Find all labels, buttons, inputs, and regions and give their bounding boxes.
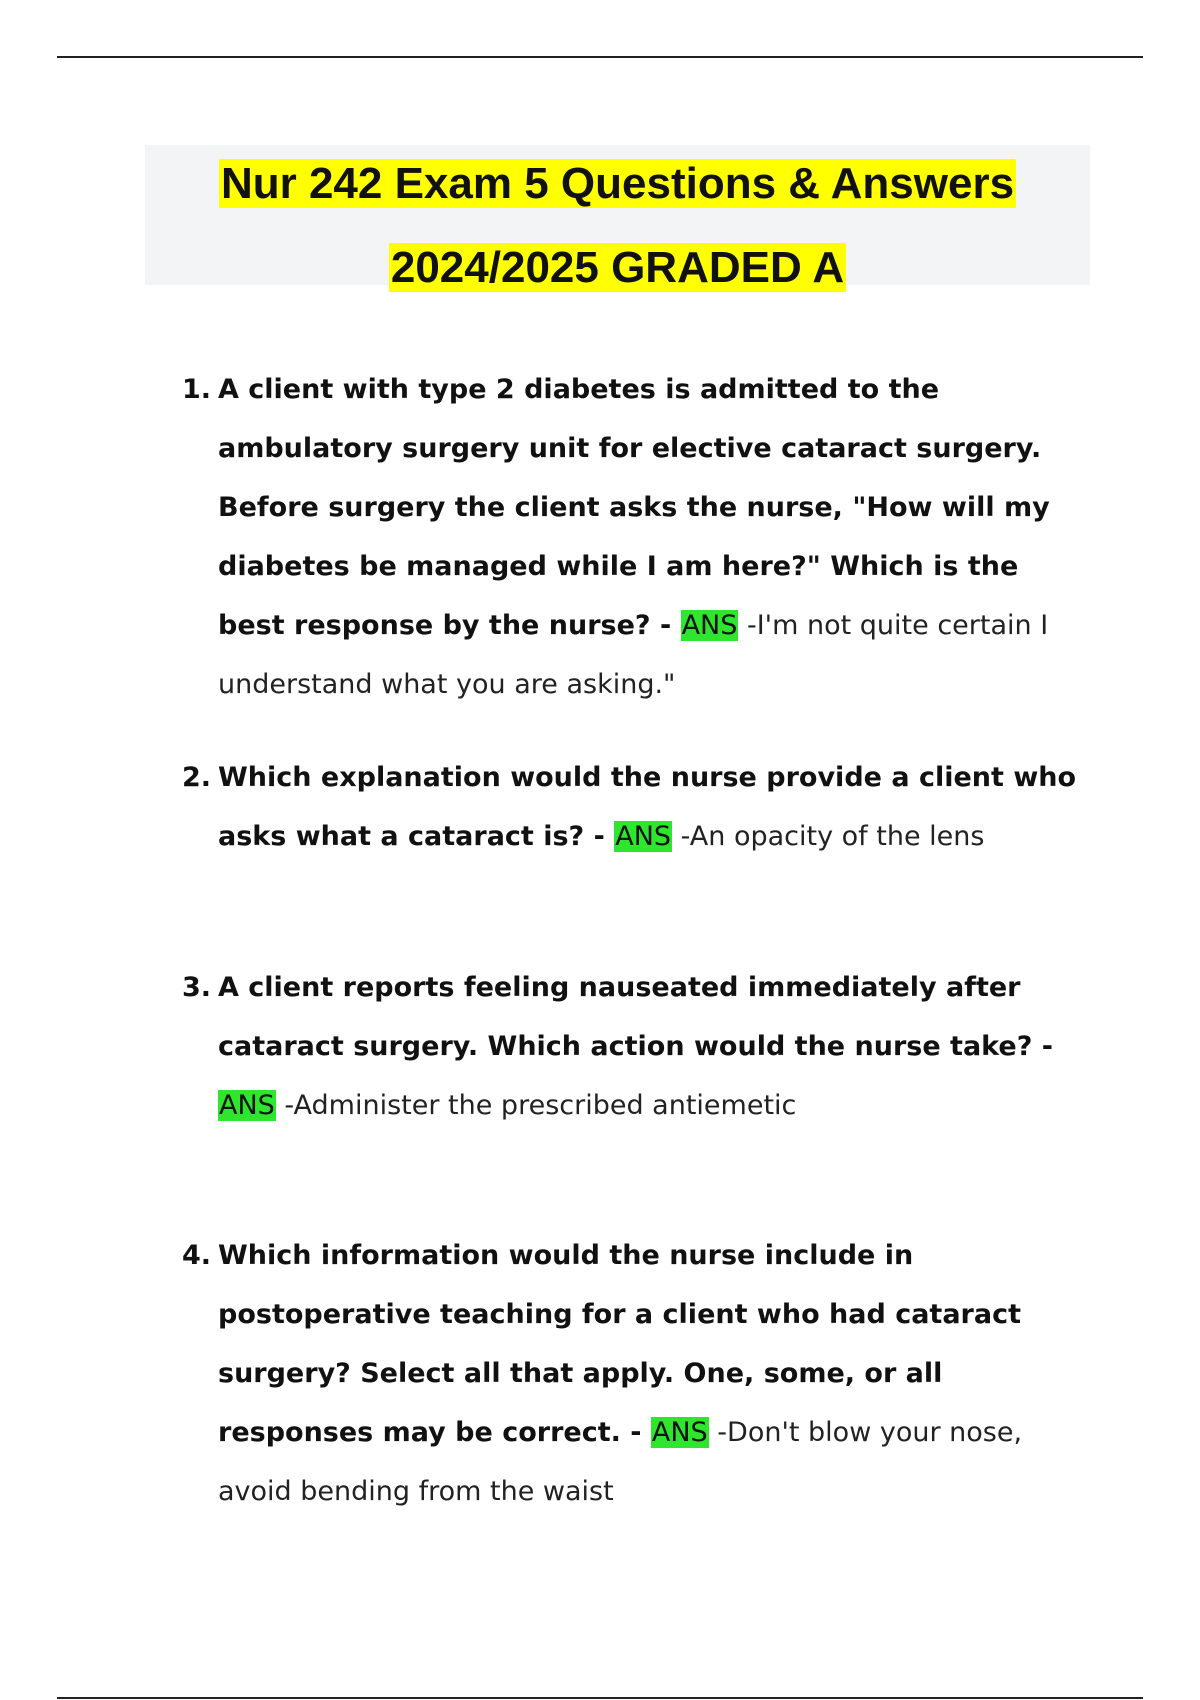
answer-marker: ANS bbox=[651, 1417, 708, 1448]
question-item bbox=[182, 958, 1082, 1135]
question-body bbox=[218, 1226, 1082, 1521]
question-item bbox=[182, 1226, 1082, 1521]
title-highlight-1: Nur 242 Exam 5 Questions & Answers bbox=[220, 159, 1015, 208]
title-line-1 bbox=[145, 141, 1090, 227]
answer-text: -Don't blow your nose, avoid bending from the waist bbox=[218, 1417, 1023, 1507]
document-title bbox=[145, 145, 1090, 292]
title-line-2 bbox=[145, 225, 1090, 311]
question-number: 4. bbox=[182, 1240, 212, 1271]
question-item bbox=[182, 748, 1082, 866]
answer-text: -Administer the prescribed antiemetic bbox=[275, 1090, 797, 1121]
question-number: 3. bbox=[182, 972, 212, 1003]
question-text: A client with type 2 diabetes is admitted to the ambulatory surgery unit for elective cataract surgery. Before surgery the client asks the nurse, "How will my diabetes be managed while I am here?" Which is the best response by the nurse? - bbox=[218, 374, 1050, 641]
answer-text: -I'm not quite certain I understand what you are asking." bbox=[218, 610, 1049, 700]
title-highlight-2: 2024/2025 GRADED A bbox=[390, 243, 845, 292]
question-number: 2. bbox=[182, 762, 212, 793]
question-number: 1. bbox=[182, 374, 212, 405]
question-text: A client reports feeling nauseated immediately after cataract surgery. Which action would the nurse take? - bbox=[218, 972, 1053, 1062]
question-text: Which explanation would the nurse provide a client who asks what a cataract is? - bbox=[218, 762, 1077, 852]
question-body bbox=[218, 958, 1082, 1135]
question-body bbox=[218, 748, 1082, 866]
answer-marker: ANS bbox=[219, 1090, 275, 1121]
question-text: Which information would the nurse include in postoperative teaching for a client who had cataract surgery? Select all that apply. One, some, or all responses may be correct. - bbox=[218, 1240, 1021, 1448]
question-body bbox=[218, 360, 1082, 714]
answer-marker: ANS bbox=[615, 821, 672, 852]
top-divider bbox=[57, 56, 1143, 58]
bottom-divider bbox=[57, 1697, 1143, 1699]
question-item bbox=[182, 360, 1082, 714]
answer-marker: ANS bbox=[681, 610, 738, 641]
answer-text: -An opacity of the lens bbox=[672, 821, 985, 852]
